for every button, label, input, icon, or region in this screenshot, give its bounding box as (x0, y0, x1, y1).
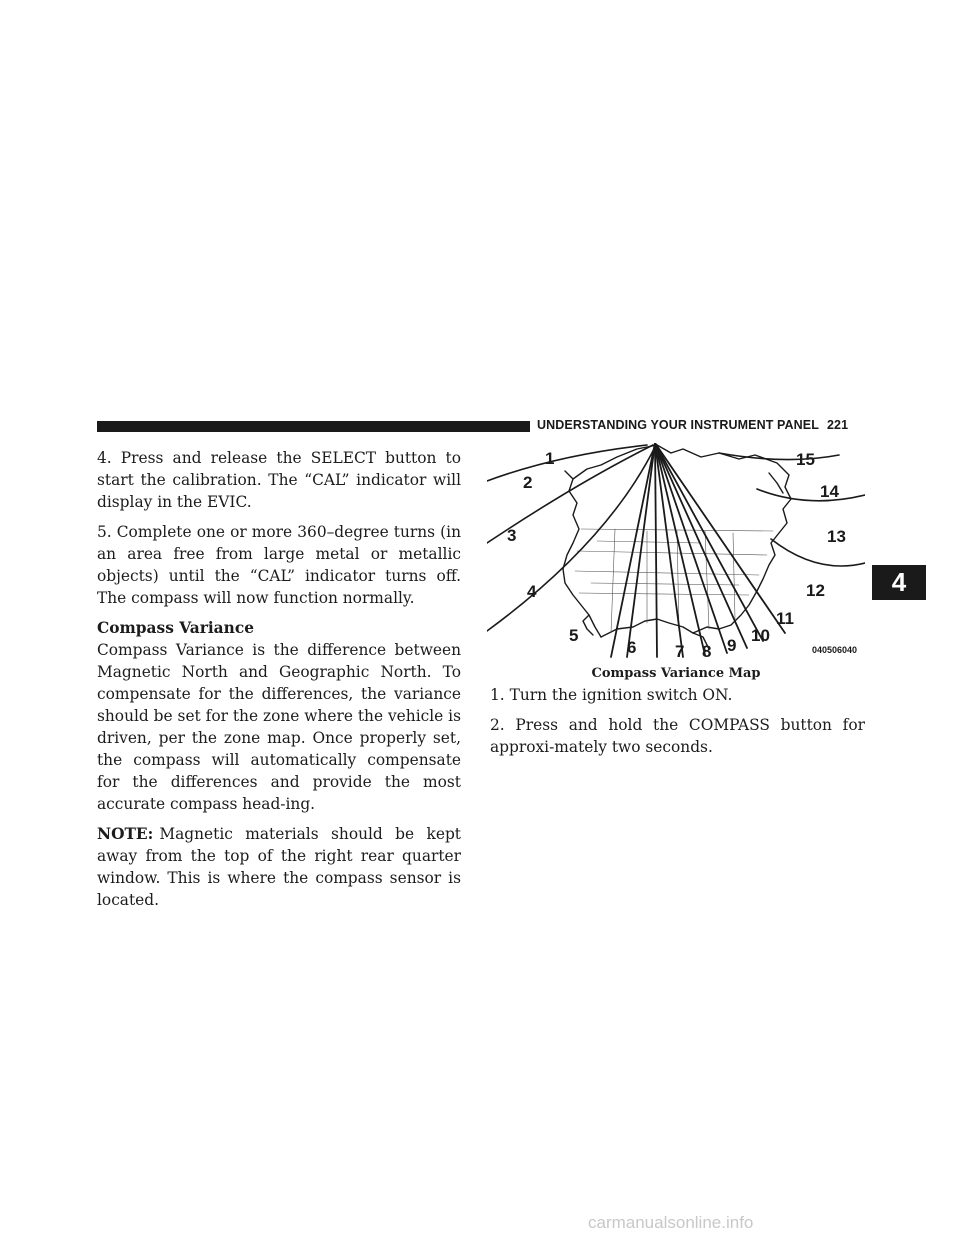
compass-variance-map (487, 443, 865, 659)
left-column (97, 447, 461, 911)
right-column (490, 684, 865, 766)
zone-label-12: 12 (806, 581, 825, 600)
step-2-paragraph: 2. Press and hold the COMPASS button for approxi-mately two seconds. (490, 716, 865, 756)
section-title: UNDERSTANDING YOUR INSTRUMENT PANEL (537, 418, 819, 432)
step-5-paragraph: 5. Complete one or more 360–degree turns (in an area free from large metal or metallic objects) until the “CAL” indicator turns off. The compass will now function normally. (97, 523, 461, 607)
zone-label-11: 11 (776, 609, 794, 628)
zone-label-4: 4 (527, 582, 537, 601)
zone-label-14: 14 (820, 482, 839, 501)
zone-label-9: 9 (727, 636, 737, 655)
zone-label-13: 13 (827, 527, 846, 546)
zone-label-10: 10 (751, 626, 770, 645)
note-label: NOTE: (97, 825, 154, 843)
zone-label-8: 8 (702, 642, 712, 659)
chapter-tab: 4 (872, 565, 926, 600)
step-4-paragraph: 4. Press and release the SELECT button to start the calibration. The “CAL” indicator will display in the EVIC. (97, 449, 461, 511)
zone-label-2: 2 (523, 473, 533, 492)
zone-label-6: 6 (627, 638, 637, 657)
zone-label-3: 3 (507, 526, 517, 545)
zone-label-7: 7 (675, 642, 685, 659)
compass-variance-heading: Compass Variance (97, 619, 255, 637)
page-number: 221 (826, 418, 849, 432)
running-header (537, 418, 848, 432)
compass-variance-paragraph: Compass Variance is the difference between Magnetic North and Geographic North. To compensate for the differences, the variance should be set for the zone where the vehicle is driven, per the zone map. Once properly set, the compass will automatically compensate for the differences and provide the most accurate compass head-ing. (97, 641, 461, 813)
zone-label-15: 15 (796, 450, 815, 469)
note-text: Magnetic materials should be kept away from the top of the right rear quarter window. This is where the compass sensor is located. (97, 825, 461, 909)
watermark: carmanualsonline.info (588, 1213, 754, 1232)
zone-label-5: 5 (569, 626, 579, 645)
figure-caption: Compass Variance Map (591, 666, 761, 681)
figure-code: 040506040 (812, 645, 858, 655)
header-rule (97, 421, 530, 432)
step-1-paragraph: 1. Turn the ignition switch ON. (490, 686, 733, 704)
zone-label-1: 1 (545, 449, 555, 468)
note-paragraph (97, 823, 461, 911)
internal-borders (575, 529, 773, 633)
